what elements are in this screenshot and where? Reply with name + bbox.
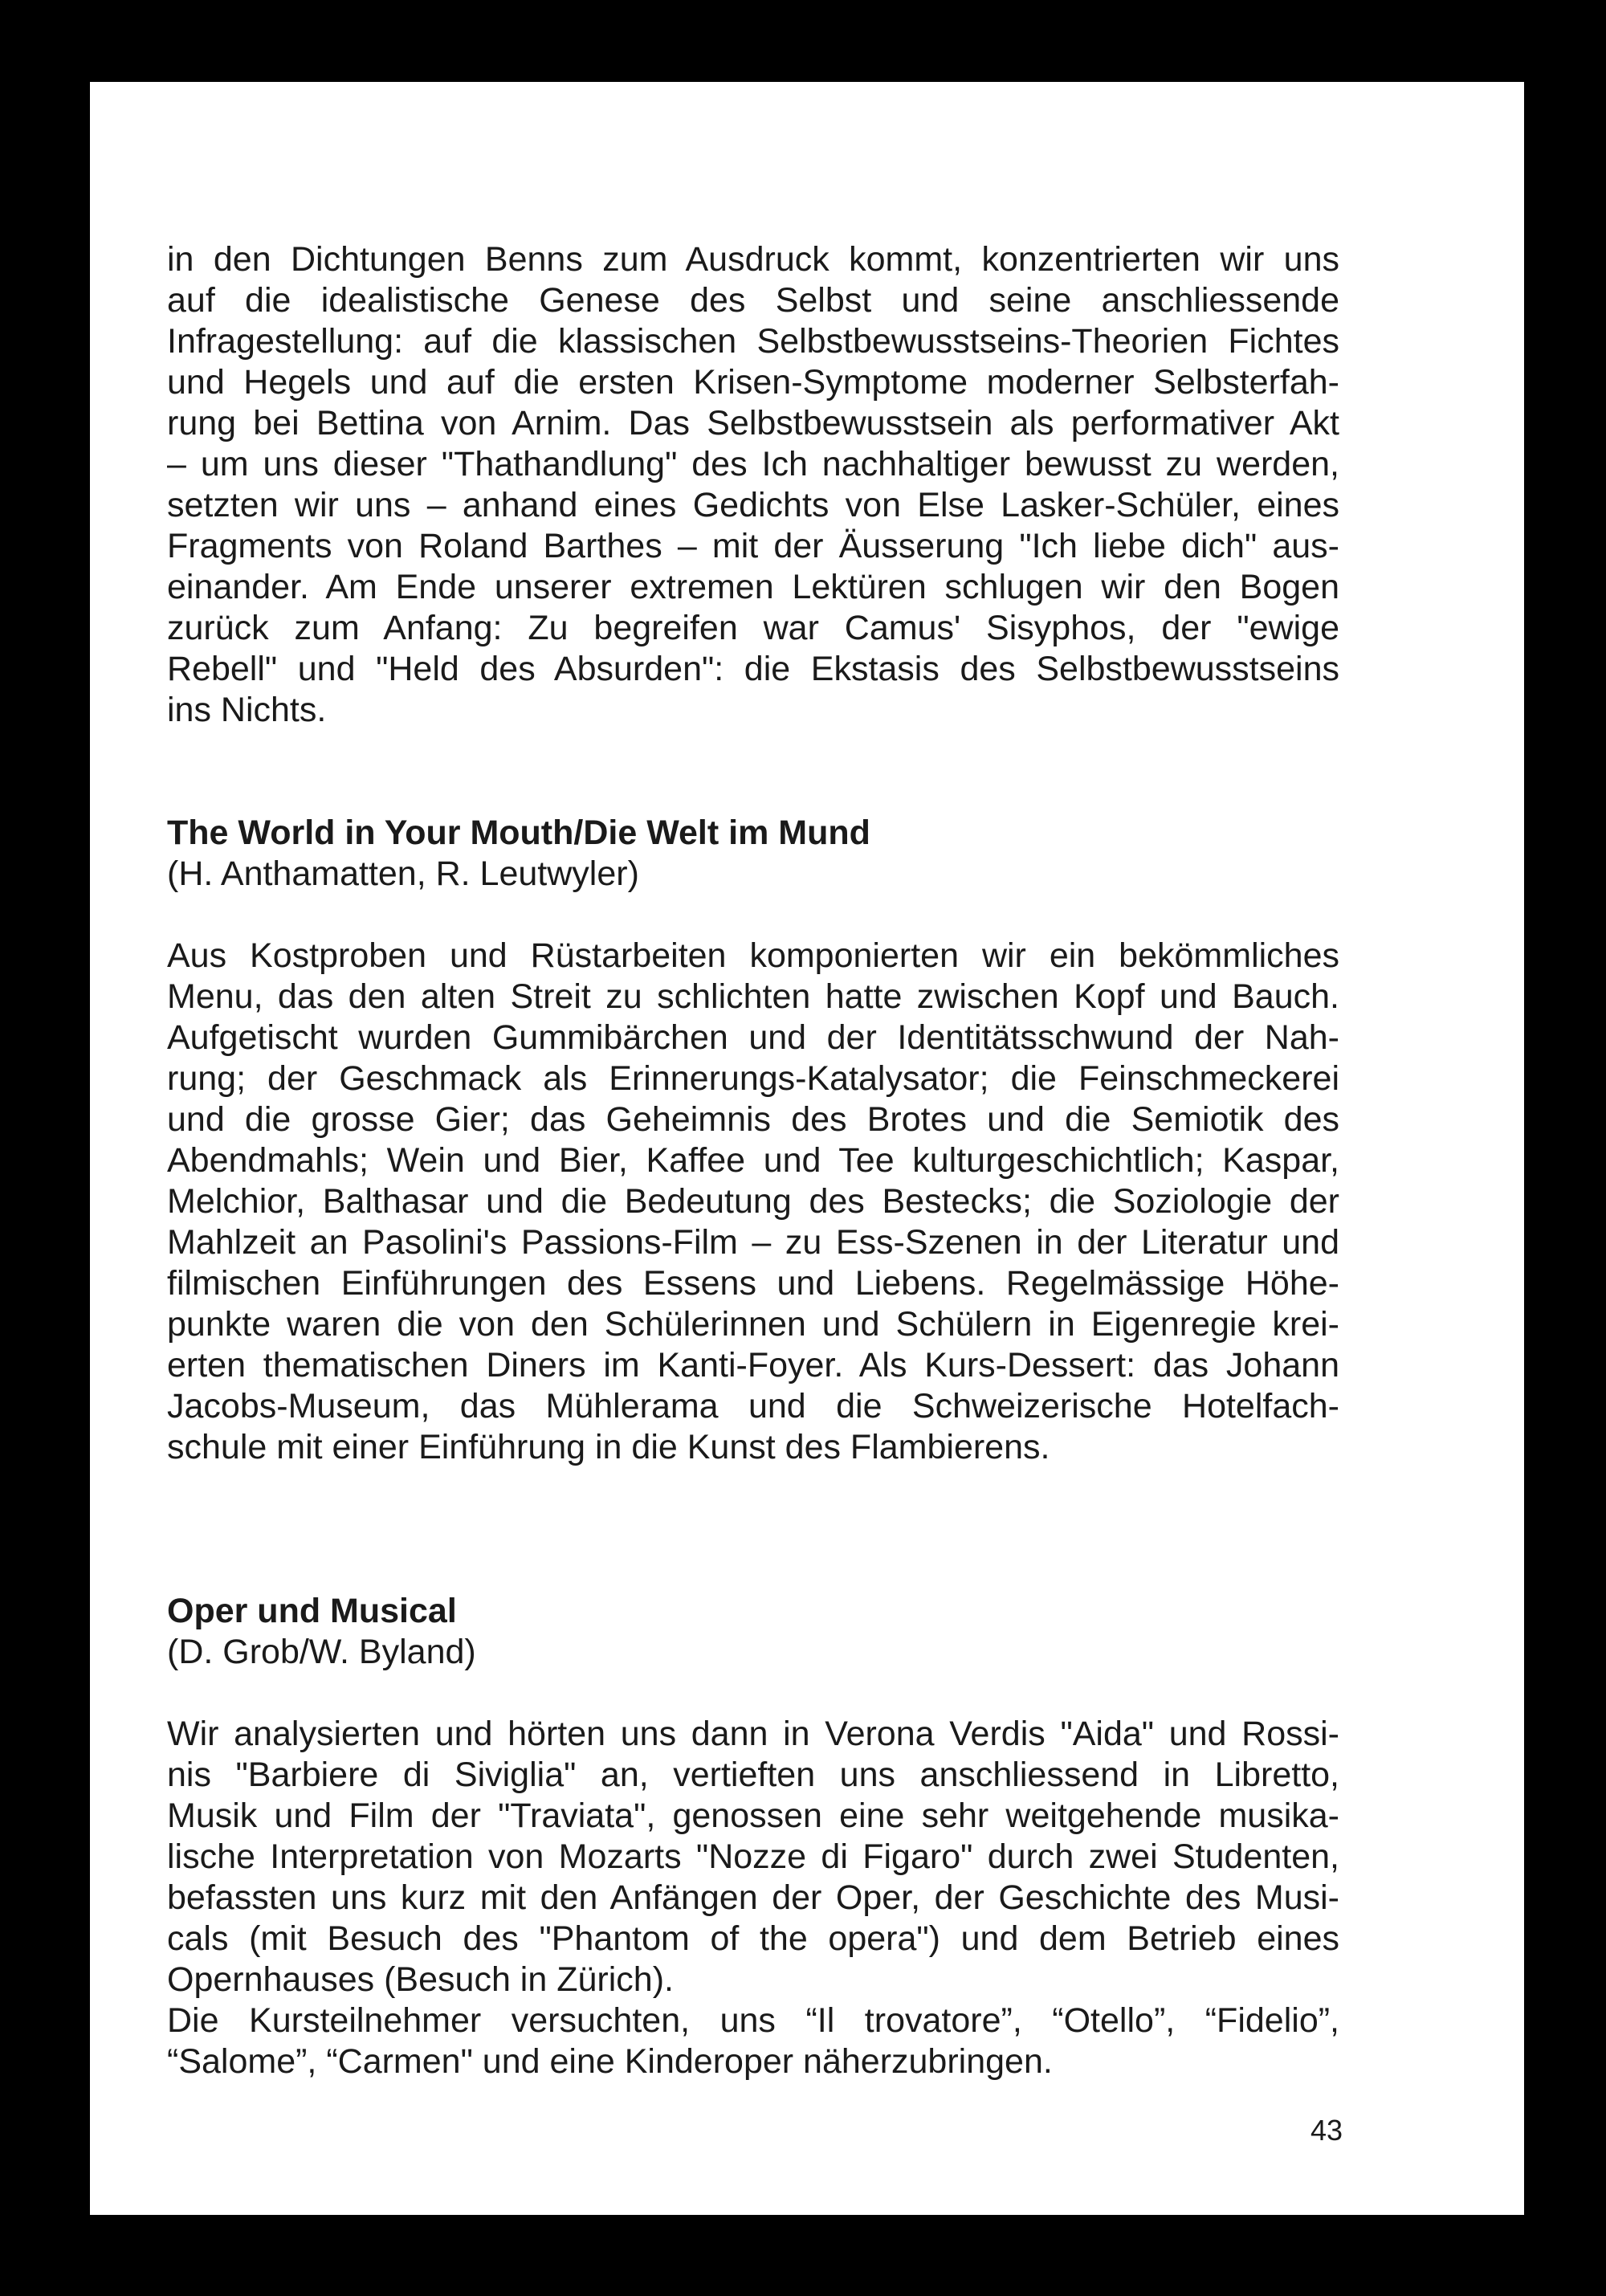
document-page	[90, 82, 1524, 2215]
oper-und-musical-paragraph	[167, 1714, 1339, 2082]
section-authors: (D. Grob/W. Byland)	[167, 1633, 476, 1671]
paragraph-line: Melchior, Balthasar und die Bedeutung des Bestecks; die Soziologie der	[167, 1182, 1339, 1221]
paragraph-line: Rebell" und "Held des Absurden": die Ekstasis des Selbstbewusstseins	[167, 650, 1339, 688]
paragraph-line: befassten uns kurz mit den Anfängen der Oper, der Geschichte des Musi-	[167, 1878, 1339, 1917]
paragraph-line: nis "Barbiere di Siviglia" an, vertieften uns anschliessend in Libretto,	[167, 1756, 1339, 1794]
paragraph-line: zurück zum Anfang: Zu begreifen war Camus' Sisyphos, der "ewige	[167, 609, 1339, 647]
section-spacer	[167, 1468, 1339, 1591]
section-spacer	[167, 731, 1339, 813]
paragraph-line: Fragments von Roland Barthes – mit der Äusserung "Ich liebe dich" aus-	[167, 527, 1339, 565]
paragraph-line: auf die idealistische Genese des Selbst und seine anschliessende	[167, 281, 1339, 320]
paragraph-line: rung bei Bettina von Arnim. Das Selbstbewusstsein als performativer Akt	[167, 404, 1339, 442]
paragraph-line: lische Interpretation von Mozarts "Nozze di Figaro" durch zwei Studenten,	[167, 1837, 1339, 1876]
paragraph-line: Aufgetischt wurden Gummibärchen und der Identitätsschwund der Nah-	[167, 1018, 1339, 1057]
paragraph-line: punkte waren die von den Schülerinnen und Schülern in Eigenregie krei-	[167, 1305, 1339, 1344]
paragraph-line: erten thematischen Diners im Kanti-Foyer. Als Kurs-Dessert: das Johann	[167, 1346, 1339, 1385]
paragraph-line: Opernhauses (Besuch in Zürich).	[167, 1960, 674, 1999]
paragraph-line: Die Kursteilnehmer versuchten, uns “Il trovatore”, “Otello”, “Fidelio”,	[167, 2001, 1339, 2040]
section-authors: (H. Anthamatten, R. Leutwyler)	[167, 854, 639, 893]
section-spacer	[167, 1673, 1339, 1714]
paragraph-line: – um uns dieser "Thathandlung" des Ich nachhaltiger bewusst zu werden,	[167, 445, 1339, 483]
page-number: 43	[1310, 2114, 1343, 2147]
paragraph-line: Musik und Film der "Traviata", genossen eine sehr weitgehende musika-	[167, 1796, 1339, 1835]
section-spacer	[167, 895, 1339, 936]
paragraph-line: Abendmahls; Wein und Bier, Kaffee und Tee kulturgeschichtlich; Kaspar,	[167, 1141, 1339, 1180]
page-content	[167, 239, 1339, 2082]
intro-paragraph	[167, 239, 1339, 731]
paragraph-line: setzten wir uns – anhand eines Gedichts von Else Lasker-Schüler, eines	[167, 486, 1339, 524]
paragraph-line: Menu, das den alten Streit zu schlichten hatte zwischen Kopf und Bauch.	[167, 977, 1339, 1016]
paragraph-line: filmischen Einführungen des Essens und Liebens. Regelmässige Höhe-	[167, 1264, 1339, 1303]
paragraph-line: cals (mit Besuch des "Phantom of the opera") und dem Betrieb eines	[167, 1919, 1339, 1958]
paragraph-line: einander. Am Ende unserer extremen Lektüren schlugen wir den Bogen	[167, 568, 1339, 606]
section-title-oper-und-musical: Oper und Musical	[167, 1592, 457, 1630]
paragraph-line: schule mit einer Einführung in die Kunst des Flambierens.	[167, 1428, 1050, 1466]
paragraph-line: Mahlzeit an Pasolini's Passions-Film – zu Ess-Szenen in der Literatur und	[167, 1223, 1339, 1262]
world-in-your-mouth-paragraph	[167, 936, 1339, 1468]
paragraph-line: und die grosse Gier; das Geheimnis des Brotes und die Semiotik des	[167, 1100, 1339, 1139]
paragraph-line: rung; der Geschmack als Erinnerungs-Katalysator; die Feinschmeckerei	[167, 1059, 1339, 1098]
paragraph-line: “Salome”, “Carmen" und eine Kinderoper näherzubringen.	[167, 2042, 1053, 2081]
paragraph-line: Infragestellung: auf die klassischen Selbstbewusstseins-Theorien Fichtes	[167, 322, 1339, 361]
paragraph-line: Wir analysierten und hörten uns dann in Verona Verdis "Aida" und Rossi-	[167, 1715, 1339, 1753]
paragraph-line: ins Nichts.	[167, 691, 327, 729]
paragraph-line: Jacobs-Museum, das Mühlerama und die Schweizerische Hotelfach-	[167, 1387, 1339, 1425]
section-title-world-in-your-mouth: The World in Your Mouth/Die Welt im Mund	[167, 814, 870, 852]
paragraph-line: in den Dichtungen Benns zum Ausdruck kommt, konzentrierten wir uns	[167, 240, 1339, 279]
paragraph-line: und Hegels und auf die ersten Krisen-Symptome moderner Selbsterfah-	[167, 363, 1339, 402]
paragraph-line: Aus Kostproben und Rüstarbeiten komponierten wir ein bekömmliches	[167, 936, 1339, 975]
